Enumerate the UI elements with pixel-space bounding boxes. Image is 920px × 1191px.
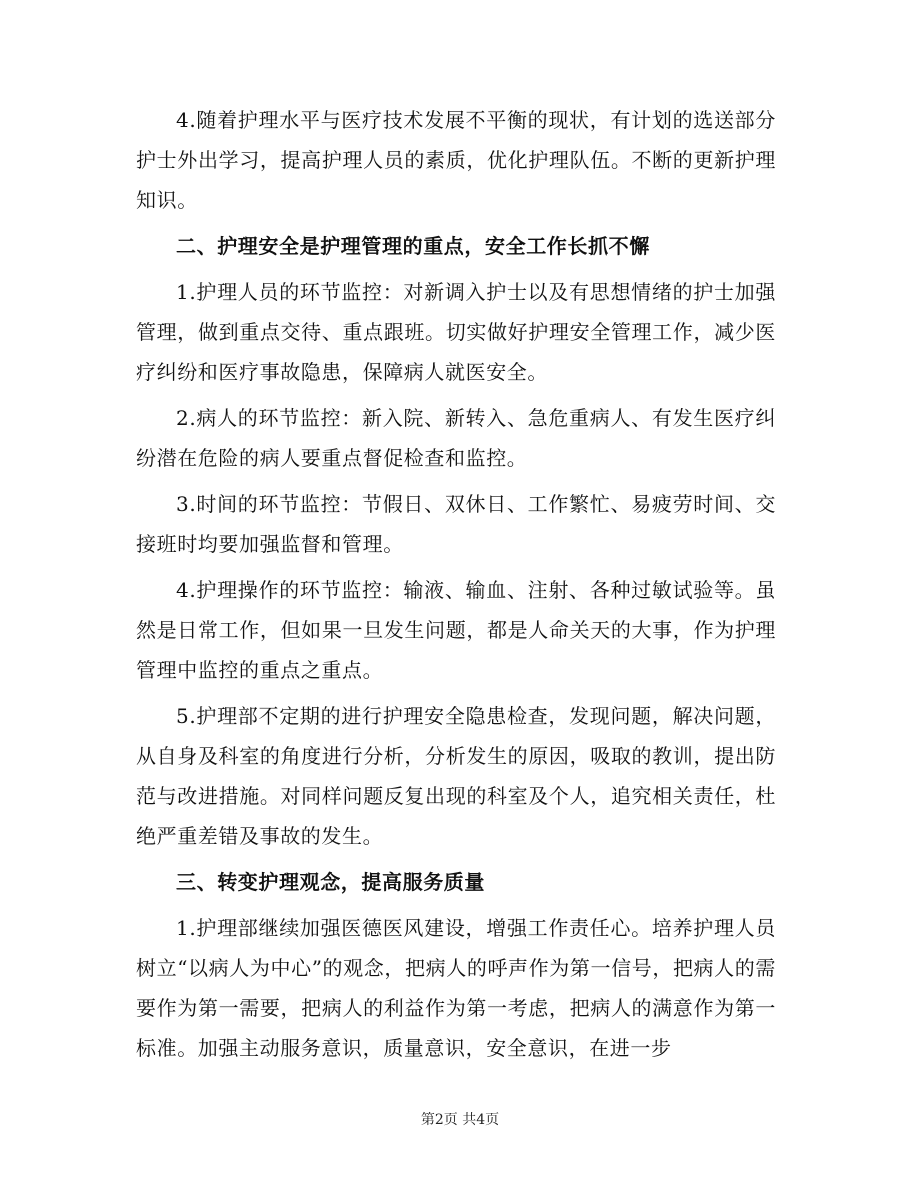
paragraph-patient-monitoring: 2.病人的环节监控：新入院、新转入、急危重病人、有发生医疗纠纷潜在危险的病人要重点督促检查和监控。 — [136, 406, 776, 470]
paragraph-time-monitoring: 3.时间的环节监控：节假日、双休日、工作繁忙、易疲劳时间、交接班时均要加强监督和管理。 — [136, 492, 776, 556]
document-body — [136, 100, 776, 1074]
paragraph-staff-monitoring: 1.护理人员的环节监控：对新调入护士以及有思想情绪的护士加强管理，做到重点交待、重点跟班。切实做好护理安全管理工作，减少医疗纠纷和医疗事故隐患，保障病人就医安全。 — [136, 280, 776, 384]
page-number-footer: 第2页 共4页 — [420, 1112, 500, 1128]
section-heading-service-quality: 三、转变护理观念，提高服务质量 — [176, 870, 485, 894]
paragraph-safety-inspection: 5.护理部不定期的进行护理安全隐患检查，发现问题，解决问题，从自身及科室的角度进行分析，分析发生的原因，吸取的教训，提出防范与改进措施。对同样问题反复出现的科室及个人，追究相关责任，杜绝严重差错及事故的发生。 — [136, 704, 776, 848]
paragraph-operation-monitoring: 4.护理操作的环节监控：输液、输血、注射、各种过敏试验等。虽然是日常工作，但如果一旦发生问题，都是人命关天的大事，作为护理管理中监控的重点之重点。 — [136, 578, 776, 682]
paragraph-ethics-building: 1.护理部继续加强医德医风建设，增强工作责任心。培养护理人员树立“以病人为中心”的观念，把病人的呼声作为第一信号，把病人的需要作为第一需要，把病人的利益作为第一考虑，把病人的满意作为第一标准。加强主动服务意识，质量意识，安全意识，在进一步 — [136, 916, 776, 1060]
section-heading-nursing-safety: 二、护理安全是护理管理的重点，安全工作长抓不懈 — [176, 234, 650, 258]
paragraph-item-4-nurse-training: 4.随着护理水平与医疗技术发展不平衡的现状，有计划的选送部分护士外出学习，提高护理人员的素质，优化护理队伍。不断的更新护理知识。 — [136, 108, 776, 212]
